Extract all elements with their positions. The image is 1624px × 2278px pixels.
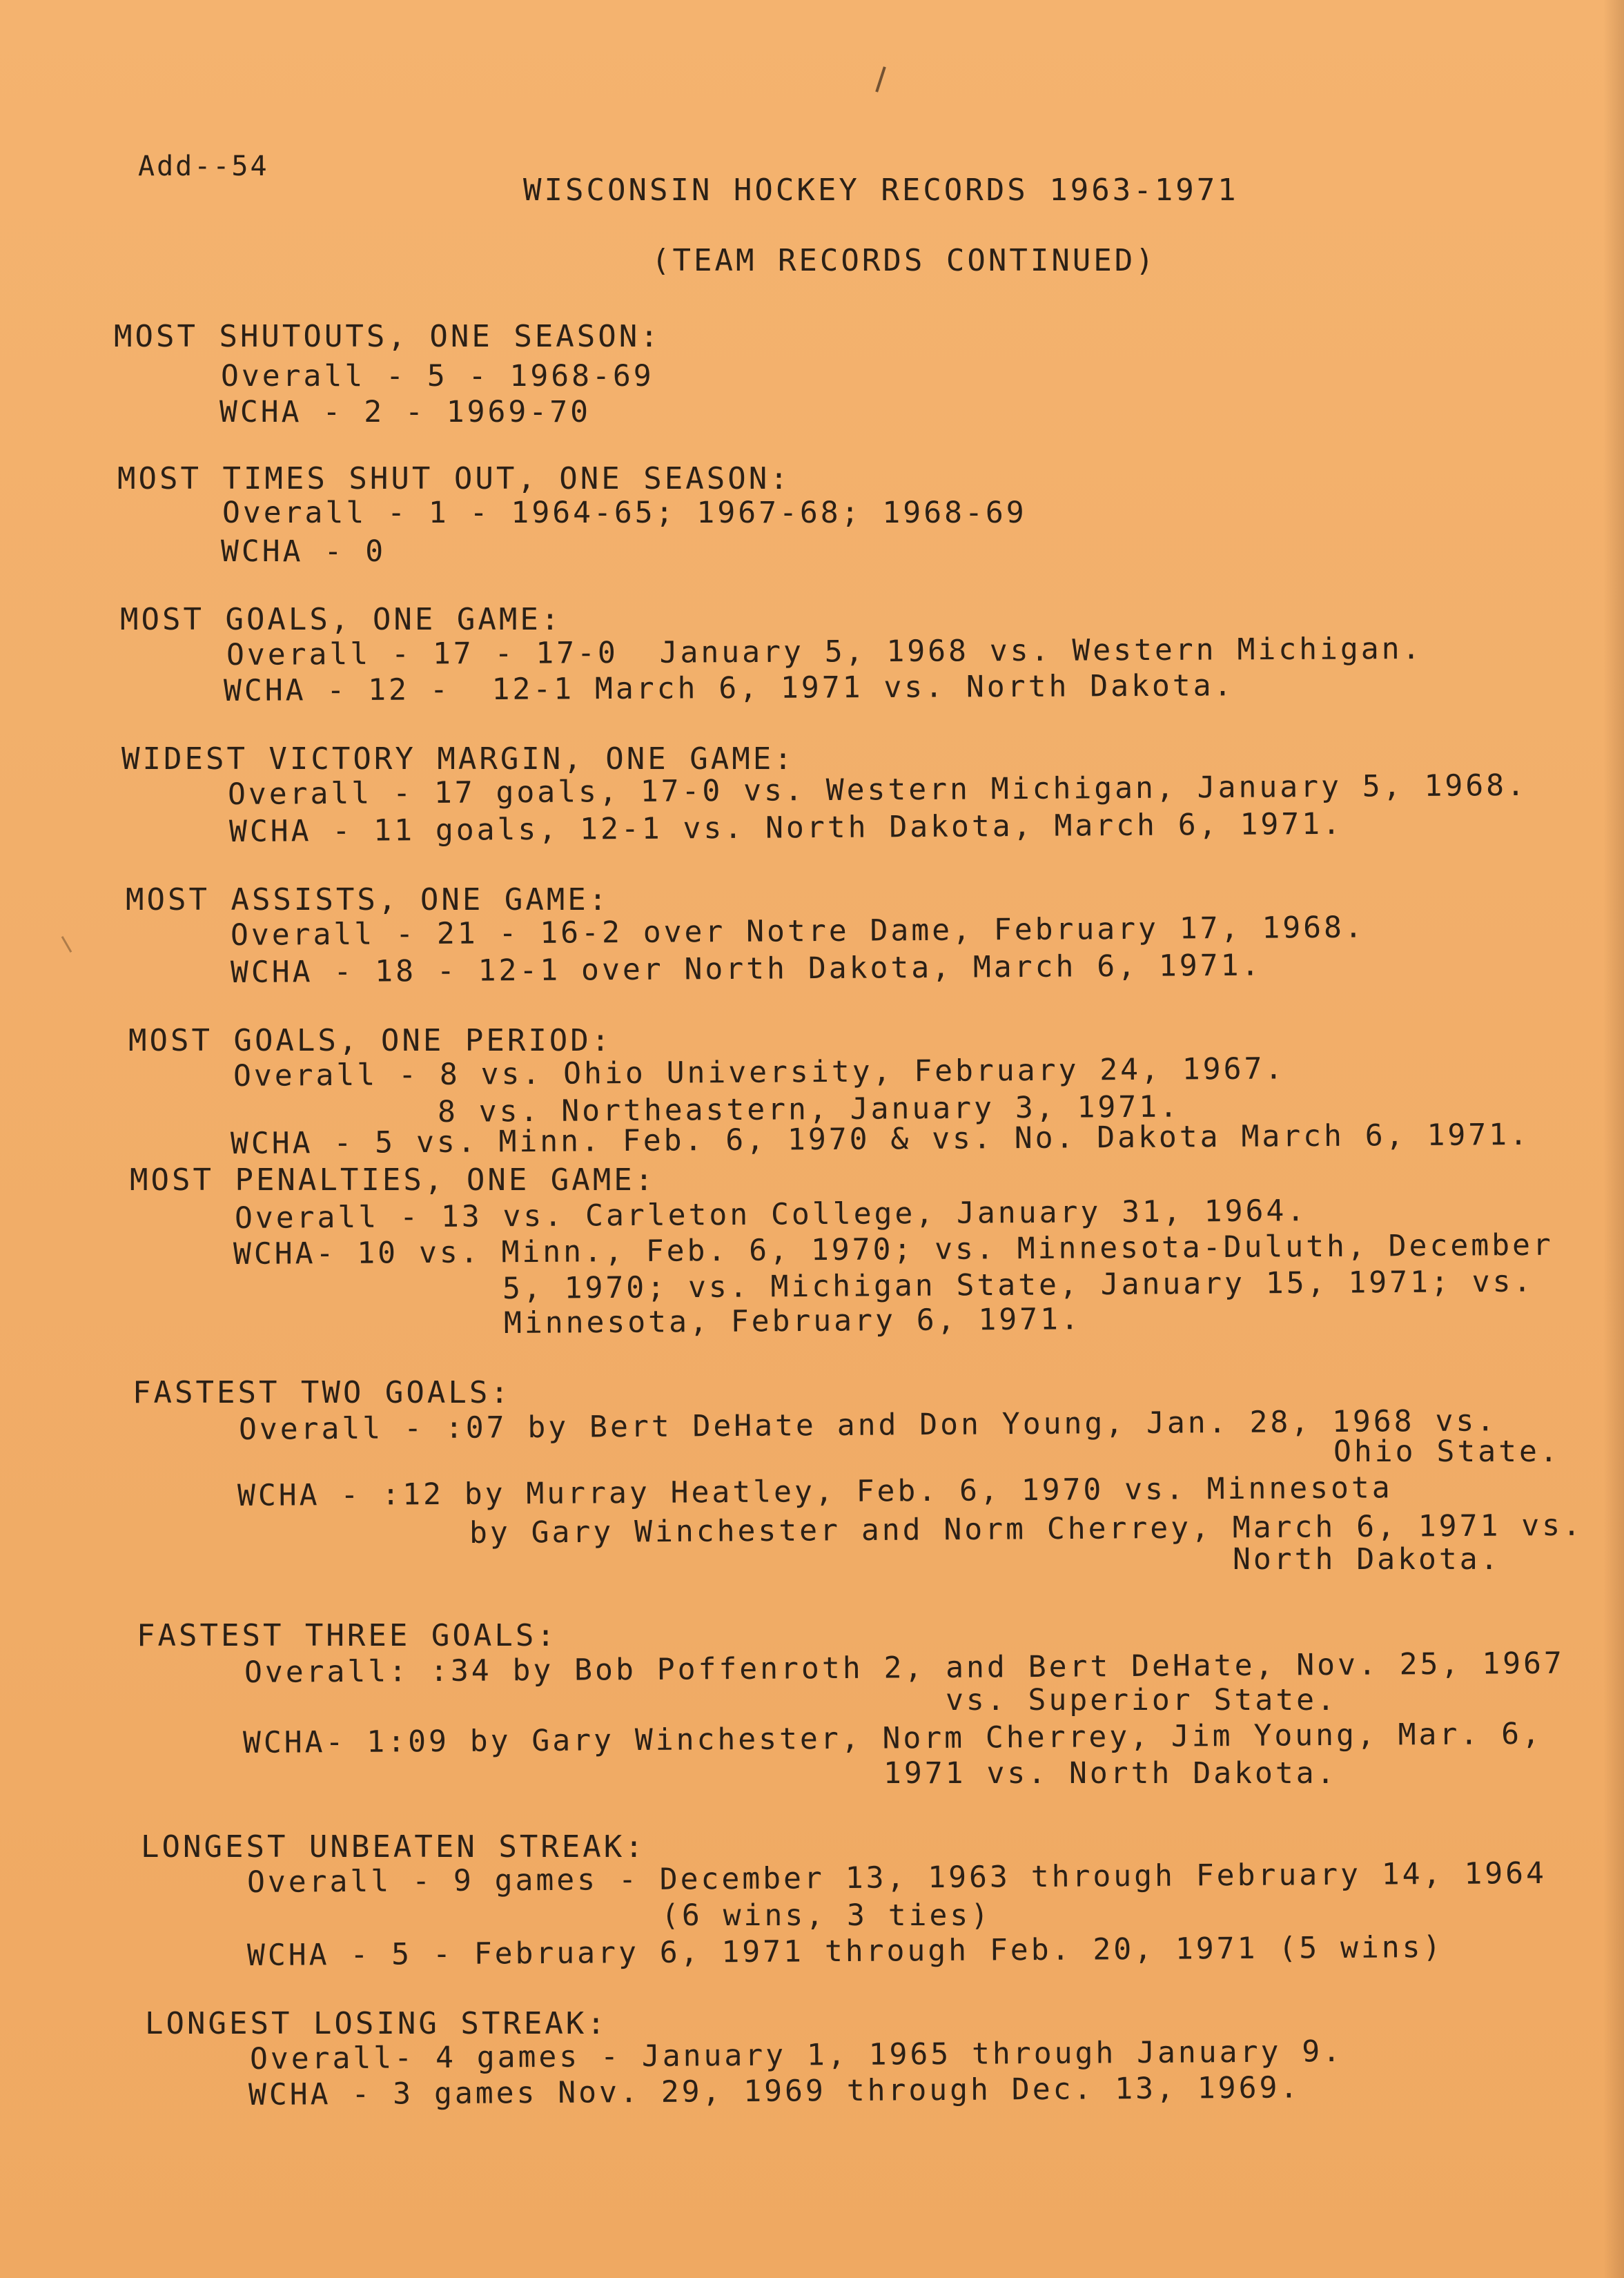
section-heading: MOST GOALS, ONE GAME: bbox=[120, 602, 562, 637]
record-line: Overall - :07 by Bert DeHate and Don Young, Jan. 28, 1968 vs. bbox=[238, 1403, 1498, 1447]
record-line: Overall - 8 vs. Ohio University, February 24, 1967. bbox=[233, 1051, 1286, 1093]
section-heading: MOST SHUTOUTS, ONE SEASON: bbox=[114, 319, 661, 354]
record-line: WCHA - 2 - 1969-70 bbox=[219, 395, 591, 429]
record-line: WCHA - 3 games Nov. 29, 1969 through Dec. 13, 1969. bbox=[248, 2070, 1301, 2112]
page-number: Add--54 bbox=[138, 150, 269, 182]
record-line: WCHA- 1:09 by Gary Winchester, Norm Cherrey, Jim Young, Mar. 6, bbox=[242, 1716, 1543, 1760]
record-line: WCHA - 0 bbox=[221, 534, 387, 569]
record-line: WCHA - 11 goals, 12-1 vs. North Dakota, March 6, 1971. bbox=[228, 806, 1344, 849]
record-line: Overall: :34 by Bob Poffenroth 2, and Bert DeHate, Nov. 25, 1967 bbox=[244, 1646, 1565, 1690]
record-line: Overall - 5 - 1968-69 bbox=[221, 359, 654, 393]
section-heading: LONGEST UNBEATEN STREAK: bbox=[141, 1829, 646, 1865]
record-line: Ohio State. bbox=[1333, 1434, 1561, 1469]
pen-mark bbox=[875, 66, 886, 92]
page-edge-shadow bbox=[1603, 0, 1624, 2278]
record-line: Overall - 9 games - December 13, 1963 through February 14, 1964 bbox=[246, 1856, 1547, 1900]
record-line: Overall - 13 vs. Carleton College, January 31, 1964. bbox=[234, 1194, 1308, 1236]
record-line: WCHA - 18 - 12-1 over North Dakota, March 6, 1971. bbox=[230, 948, 1262, 990]
record-line: North Dakota. bbox=[1233, 1542, 1501, 1577]
record-line: Overall - 17 - 17-0 January 5, 1968 vs. Western Michigan. bbox=[226, 631, 1423, 672]
section-heading: FASTEST TWO GOALS: bbox=[133, 1375, 511, 1410]
record-line: WCHA - 5 - February 6, 1971 through Feb. 20, 1971 (5 wins) bbox=[246, 1929, 1444, 1973]
record-line: WCHA - 12 - 12-1 March 6, 1971 vs. North Dakota. bbox=[223, 668, 1235, 708]
record-line: Overall - 17 goals, 17-0 vs. Western Michigan, January 5, 1968. bbox=[227, 768, 1528, 812]
section-heading: MOST TIMES SHUT OUT, ONE SEASON: bbox=[117, 461, 791, 496]
section-heading: LONGEST LOSING STREAK: bbox=[145, 2006, 608, 2041]
record-line: WCHA - 5 vs. Minn. Feb. 6, 1970 & vs. No. Dakota March 6, 1971. bbox=[230, 1117, 1531, 1161]
record-line: WCHA - :12 by Murray Heatley, Feb. 6, 1970 vs. Minnesota bbox=[237, 1470, 1393, 1513]
record-line: by Gary Winchester and Norm Cherrey, March 6, 1971 vs. bbox=[469, 1508, 1584, 1550]
record-line: 5, 1970; vs. Michigan State, January 15, 1971; vs. bbox=[502, 1264, 1534, 1306]
record-line: vs. Superior State. bbox=[946, 1683, 1338, 1717]
pen-mark bbox=[61, 936, 72, 953]
section-heading: MOST GOALS, ONE PERIOD: bbox=[128, 1023, 613, 1058]
record-line: Overall- 4 games - January 1, 1965 through January 9. bbox=[249, 2034, 1344, 2076]
page-subtitle: (TEAM RECORDS CONTINUED) bbox=[652, 243, 1157, 278]
record-line: 1971 vs. North Dakota. bbox=[883, 1756, 1338, 1791]
page-title: WISCONSIN HOCKEY RECORDS 1963-1971 bbox=[523, 173, 1239, 208]
section-heading: FASTEST THREE GOALS: bbox=[137, 1618, 558, 1653]
record-line: Minnesota, February 6, 1971. bbox=[503, 1302, 1082, 1341]
record-line: 8 vs. Northeastern, January 3, 1971. bbox=[437, 1089, 1181, 1129]
record-line: Overall - 1 - 1964-65; 1967-68; 1968-69 bbox=[222, 496, 1027, 530]
section-heading: MOST PENALTIES, ONE GAME: bbox=[130, 1162, 656, 1198]
section-heading: WIDEST VICTORY MARGIN, ONE GAME: bbox=[121, 741, 795, 777]
record-line: (6 wins, 3 ties) bbox=[661, 1898, 992, 1933]
record-line: WCHA- 10 vs. Minn., Feb. 6, 1970; vs. Minnesota-Duluth, December bbox=[233, 1227, 1554, 1272]
record-line: Overall - 21 - 16-2 over Notre Dame, February 17, 1968. bbox=[230, 910, 1365, 953]
section-heading: MOST ASSISTS, ONE GAME: bbox=[126, 882, 610, 917]
